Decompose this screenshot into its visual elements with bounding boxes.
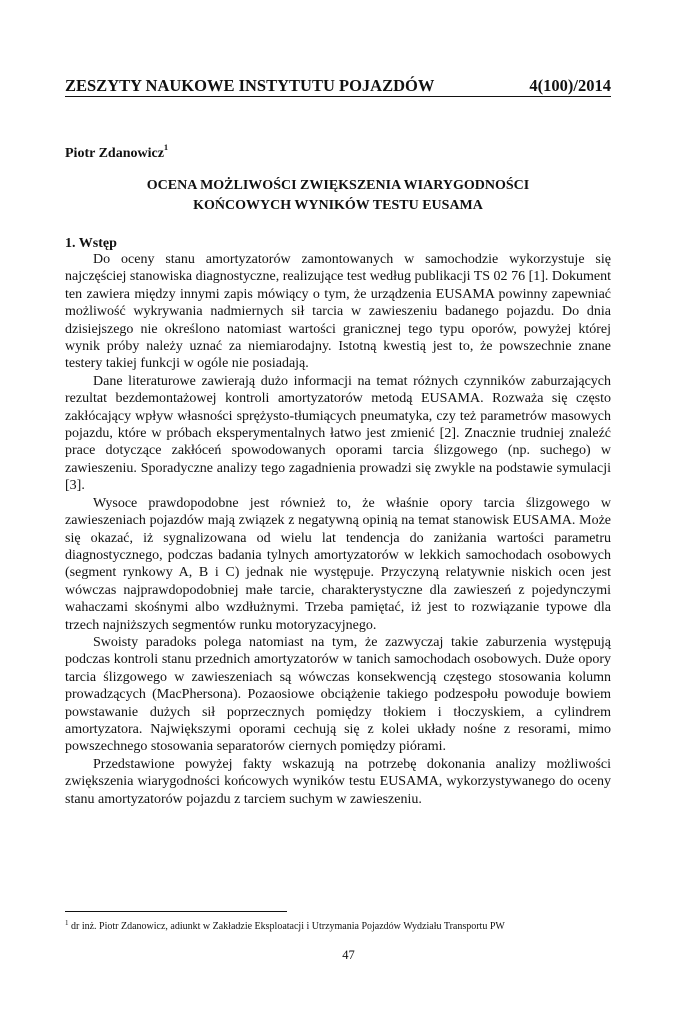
paragraph: Do oceny stanu amortyzatorów zamontowanych w samochodzie wykorzystuje się najczęściej stanowiska diagnostyczne, realizujące test według publikacji TS 02 76 [1]. Dokument ten zawiera między innymi zapis mówiący o tym, że urządzenia EUSAMA powinny zapewniać możliwość wykrywania nadmiernych sił tarcia w zawieszeniu badanego pojazdu. Do dnia dzisiejszego nie określono natomiast wartości granicznej tego typu oporów, powyżej której wynik próby należy uznać za niemiarodajny. Istotną kwestią jest to, że powszechnie znane testery takiej funkcji w ogóle nie posiadają. [65,252,611,372]
footnote [65,919,505,932]
paragraph: Przedstawione powyżej fakty wskazują na potrzebę dokonania analizy możliwości zwiększenia wiarygodności końcowych wyników testu EUSAMA, wykorzystywanego do oceny stanu amortyzatorów pojazdu z tarciem suchym w zawieszeniu. [65,756,611,807]
paragraph: Dane literaturowe zawierają dużo informacji na temat różnych czynników zaburzających rezultat bezdemontażowej kontroli amortyzatorów metodą EUSAMA. Rozważa się często zakłócający wpływ własności sprężysto-tłumiących pneumatyka, czy też parametrów masowych pojazdu, które w próbach eksperymentalnych łatwo jest zmienić [2]. Znacznie trudniej znaleźć prace dotyczące zakłóceń spowodowanych oporami tarcia ślizgowego (np. suchego) w zawieszeniu. Sporadyczne analizy tego zagadnienia prowadzi się zwykle na podstawie symulacji [3]. [65,373,611,494]
header-underline [65,96,611,97]
footnote-separator [65,911,287,912]
paragraph: Wysoce prawdopodobne jest również to, że właśnie opory tarcia ślizgowego w zawieszeniach pojazdów mają związek z negatywną opinią na temat stanowisk EUSAMA. Może się okazać, iż sygnalizowana od wielu lat tendencja do zaniżania wartości parametru diagnostycznego, podczas badania tylnych amortyzatorów w lekkich samochodach osobowych (segment rynkowy A, B i C) jednak nie występuje. Przyczyną relatywnie niskich ocen jest wówczas najprawdopodobniej małe tarcie, charakterystyczne dla zawieszeń z pojedynczymi wahaczami skośnymi albo wzdłużnymi. Trzeba pamiętać, iż jest to rozwiązanie typowe dla trzech najniższych segmentów runku motoryzacyjnego. [65,495,611,633]
author-name: Piotr Zdanowicz [65,146,164,161]
section-body [65,251,611,808]
issue-number: 4(100)/2014 [529,76,611,95]
journal-title: ZESZYTY NAUKOWE INSTYTUTU POJAZDÓW [65,76,435,95]
page-number: 47 [342,948,355,962]
footnote-marker: 1 [65,919,69,927]
footnote-text: dr inż. Piotr Zdanowicz, adiunkt w Zakładzie Eksploatacji i Utrzymania Pojazdów Wydziału Transportu PW [71,921,505,932]
paper-title [65,176,611,216]
paragraph: Swoisty paradoks polega natomiast na tym, że zazwyczaj takie zaburzenia występują podczas kontroli stanu przednich amortyzatorów w tanich samochodach osobowych. Duże opory tarcia ślizgowego w zawieszeniach są wówczas konsekwencją częstego stosowania kolumn prowadzących (MacPhersona). Pozaosiowe obciążenie takiego podzespołu powoduje bowiem powstawanie dużych sił poprzecznych pomiędzy tłokiem i tłoczyskiem, a cylindrem amortyzatora. Największymi oporami cechują się z kolei układy nośne z resorami, mimo powszechnego stosowania separatorów ciernych pomiędzy piórami. [65,634,611,755]
title-line-1: OCENA MOŻLIWOŚCI ZWIĘKSZENIA WIARYGODNOŚCI [146,178,530,193]
section-heading: 1. Wstęp [65,236,117,251]
author-footnote-marker: 1 [163,142,169,152]
title-line-2: KOŃCOWYCH WYNIKÓW TESTU EUSAMA [193,198,483,213]
author [65,142,168,162]
